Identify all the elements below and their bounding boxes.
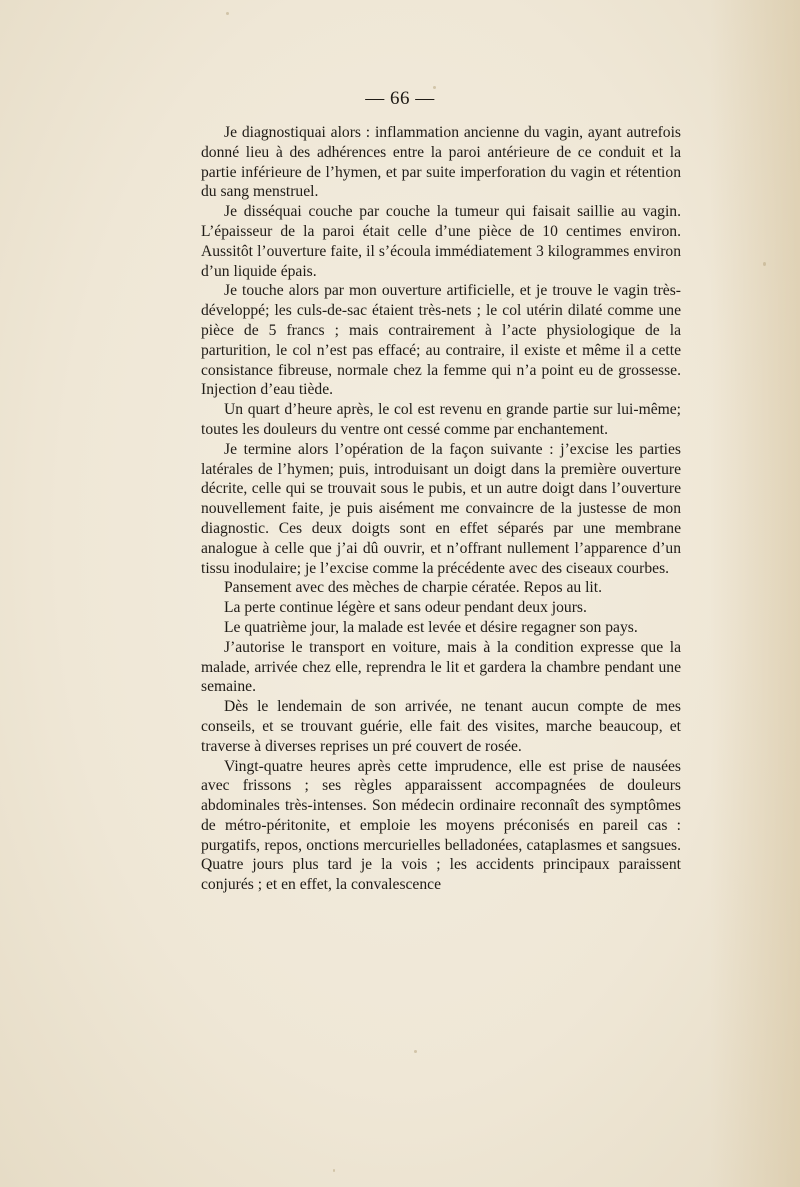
page-number: — 66 — — [365, 88, 435, 109]
paragraph-next-day: Dès le lendemain de son arrivée, ne tenant aucun compte de mes conseils, et se trouvant guérie, elle fait des visites, marche beaucoup, et traverse à diverses reprises un pré couvert de rosée. — [201, 698, 681, 755]
paragraph-dressing: Pansement avec des mèches de charpie cératée. Repos au lit. — [224, 579, 602, 597]
paragraph-transport: J’autorise le transport en voiture, mais à la condition expresse que la malade, arrivée chez elle, reprendra le lit et gardera la chambre pendant une semaine. — [201, 638, 681, 696]
paragraph-operation: Je termine alors l’opération de la façon suivante : j’excise les parties latérales de l’hymen; puis, introduisant un doigt dans la première ouverture décrite, celle qui se trouvait sous le pubis, et un autre doigt dans l’ouverture nouvellement faite, je puis aisément me convaincre de la justesse de mon diagnostic. Ces deux doigts sont en effet séparés par une membrane analogue à celle que j’ai dû ouvrir, et n’offrant nullement l’apparence d’un tissu inodulaire; je l’excise comme la précédente avec des ciseaux courbes. — [201, 440, 681, 577]
paragraph-dissection: Je disséquai couche par couche la tumeur qui faisait saillie au vagin. L’épaisseur de la paroi était celle d’une pièce de 10 centimes environ. Aussitôt l’ouverture faite, il s’écoula immédiatement 3 kilogrammes environ d’un liquide épais. — [201, 203, 681, 280]
paragraph-examination: Je touche alors par mon ouverture artificielle, et je trouve le vagin très-développé; les culs-de-sac étaient très-nets ; le col utérin dilaté comme une pièce de 5 francs ; mais contrairement à l’acte physiologique de la parturition, le col n’est pas effacé; au contraire, il existe et même il a cette consistance fibreuse, normale chez la femme qui n’a point eu de grossesse. Injection d’eau tiède. — [201, 282, 681, 399]
paragraph-loss: La perte continue légère et sans odeur pendant deux jours. — [224, 599, 587, 617]
paragraph-complications: Vingt-quatre heures après cette imprudence, elle est prise de nausées avec frissons ; ses règles apparaissent accompagnées de douleurs abdominales très-intenses. Son médecin ordinaire reconnaît des symptômes de métro-péritonite, et emploie les moyens préconisés en pareil cas : purgatifs, repos, onctions mercurielles belladonées, cataplasmes et sangsues. Quatre jours plus tard je la vois ; les accidents principaux paraissent conjurés ; et en effet, la convalescence — [201, 757, 681, 894]
body-text — [201, 123, 681, 895]
paper-spot — [414, 1050, 417, 1053]
paper-spot — [226, 12, 229, 15]
paper-spot — [333, 1169, 335, 1172]
paper-spot — [763, 262, 766, 266]
paragraph-diagnosis: Je diagnostiquai alors : inflammation ancienne du vagin, ayant autrefois donné lieu à des adhérences entre la paroi antérieure de ce conduit et la partie inférieure de l’hymen, et par suite imperforation du vagin et rétention du sang menstruel. — [201, 124, 681, 201]
paragraph-fourth-day: Le quatrième jour, la malade est levée et désire regagner son pays. — [224, 618, 638, 636]
paragraph-quarter-hour: Un quart d’heure après, le col est revenu en grande partie sur lui-même; toutes les douleurs du ventre ont cessé comme par enchantement. — [201, 401, 681, 438]
page-edge-shadow — [710, 0, 800, 1187]
